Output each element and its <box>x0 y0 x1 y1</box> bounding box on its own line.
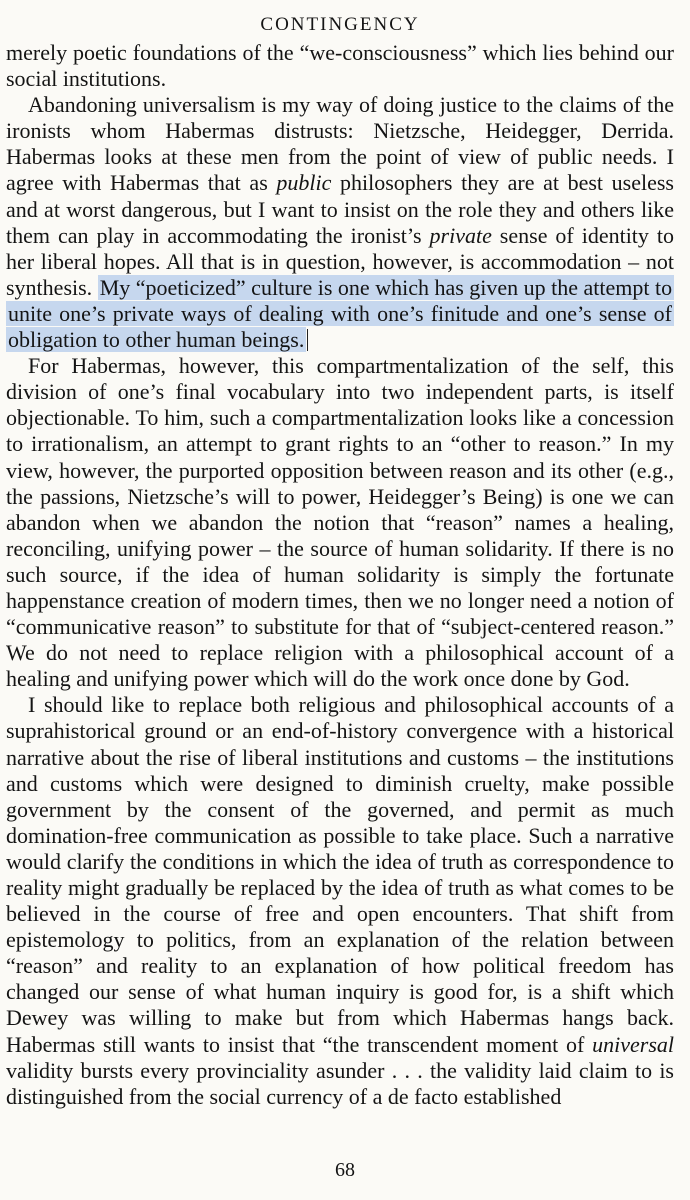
text-cursor <box>307 329 308 351</box>
text-highlight[interactable]: My “poeticized” culture is one which has given up the attempt to unite one’s private ways of dealing with one’s finitude and one’s sense of obligation to other human beings. <box>8 274 673 353</box>
body-text <box>6 40 674 1110</box>
paragraph-2-text-b: philosophers they are at best useless and at worst dangerous, but I want to insist on the role they and others like them can play in accommodating the ironist’s <box>6 170 674 248</box>
paragraph-1-text: merely poetic foundations of the “we-consciousness” which lies behind our social institutions. <box>6 40 674 92</box>
paragraph-2-text-a: Abandoning universalism is my way of doing justice to the claims of the ironists whom Habermas distrusts: Nietzsche, Heidegger, Derrida. Habermas looks at these men from the point of view of public needs. I agree with Habermas that as <box>6 92 674 196</box>
paragraph-3-text: For Habermas, however, this compartmentalization of the self, this division of one’s final vocabulary into two independent parts, is itself objectionable. To him, such a compartmentalization looks like a concession to irrationalism, an attempt to grant rights to an “other to reason.” In my view, however, the purported opposition between reason and its other (e.g., the passions, Nietzsche’s will to power, Heidegger’s Being) is one we can abandon when we abandon the notion that “reason” names a healing, reconciling, unifying power – the source of human solidarity. If there is no such source, if the idea of human solidarity is simply the fortunate happenstance creation of modern times, then we no longer need a notion of “communicative reason” to substitute for that of “subject-centered reason.” We do not need to replace religion with a philosophical account of a healing and unifying power which will do the work once done by God. <box>6 353 674 692</box>
emphasis-public: public <box>276 170 332 196</box>
paragraph-2-text-c: sense of identity to her liberal hopes. All that is in question, however, is accommodation – not synthesis. <box>6 222 674 300</box>
emphasis-private: private <box>429 222 492 248</box>
paragraph-1 <box>6 40 674 92</box>
paragraph-3 <box>6 353 674 692</box>
running-head: CONTINGENCY <box>260 14 420 35</box>
paragraph-4-text-b: validity bursts every provinciality asunder . . . the validity laid claim to is distinguished from the social currency of a de facto established <box>6 1057 674 1109</box>
emphasis-universal: universal <box>592 1031 674 1057</box>
paragraph-2 <box>6 92 674 353</box>
paragraph-4 <box>6 692 674 1110</box>
page-number: 68 <box>335 1159 355 1181</box>
paragraph-4-text-a: I should like to replace both religious and philosophical accounts of a suprahistorical ground or an end-of-history convergence with a historical narrative about the rise of liberal institutions and customs – the institutions and customs which were designed to diminish cruelty, make possible government by the consent of the governed, and permit as much domination-free communication as possible to take place. Such a narrative would clarify the conditions in which the idea of truth as correspondence to reality might gradually be replaced by the idea of truth as what comes to be believed in the course of free and open encounters. That shift from epistemology to politics, from an explanation of the relation between “reason” and reality to an explanation of how political freedom has changed our sense of what human inquiry is good for, is a shift which Dewey was willing to make but from which Habermas hangs back. Habermas still wants to insist that “the transcendent moment of <box>6 692 674 1057</box>
